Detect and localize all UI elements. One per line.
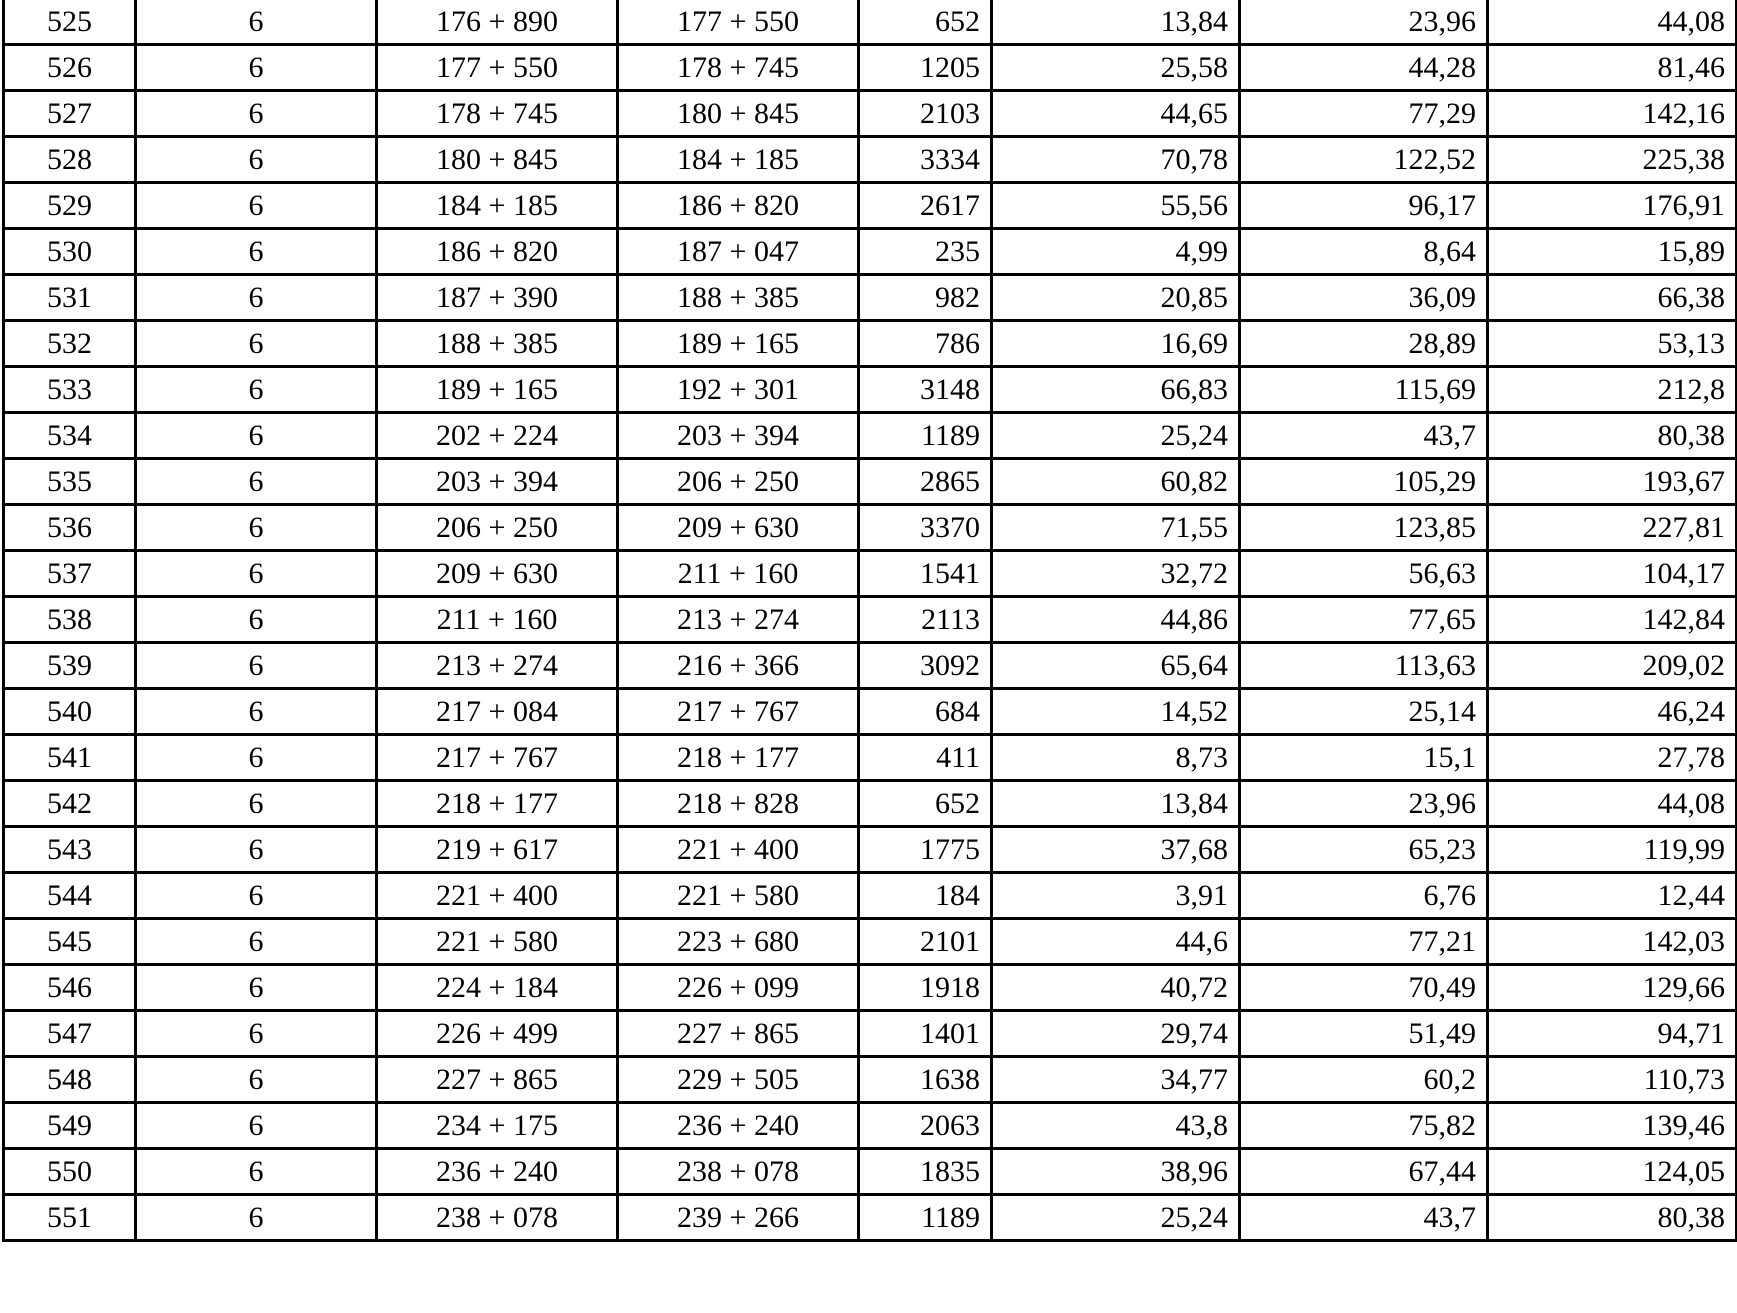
table-row — [4, 827, 1737, 873]
value-1-cell: 13,84 — [992, 0, 1240, 45]
category-cell: 6 — [136, 919, 377, 965]
value-2-cell: 43,7 — [1240, 1195, 1488, 1241]
table-row — [4, 551, 1737, 597]
value-1-cell: 29,74 — [992, 1011, 1240, 1057]
value-1-cell: 65,64 — [992, 643, 1240, 689]
category-cell: 6 — [136, 735, 377, 781]
category-cell: 6 — [136, 873, 377, 919]
length-cell: 1775 — [859, 827, 992, 873]
value-1-cell: 13,84 — [992, 781, 1240, 827]
start-km-cell: 221 + 400 — [377, 873, 618, 919]
value-2-cell: 8,64 — [1240, 229, 1488, 275]
category-cell: 6 — [136, 321, 377, 367]
table-row — [4, 275, 1737, 321]
start-km-cell: 206 + 250 — [377, 505, 618, 551]
category-cell: 6 — [136, 1149, 377, 1195]
length-cell: 1541 — [859, 551, 992, 597]
category-cell: 6 — [136, 597, 377, 643]
end-km-cell: 218 + 177 — [618, 735, 859, 781]
table-row — [4, 965, 1737, 1011]
start-km-cell: 209 + 630 — [377, 551, 618, 597]
value-1-cell: 3,91 — [992, 873, 1240, 919]
length-cell: 1205 — [859, 45, 992, 91]
value-2-cell: 77,29 — [1240, 91, 1488, 137]
value-1-cell: 55,56 — [992, 183, 1240, 229]
end-km-cell: 221 + 400 — [618, 827, 859, 873]
value-3-cell: 104,17 — [1488, 551, 1737, 597]
table-row — [4, 919, 1737, 965]
table-body — [4, 0, 1737, 1241]
length-cell: 1189 — [859, 1195, 992, 1241]
document-page — [2, 0, 1735, 1313]
category-cell: 6 — [136, 781, 377, 827]
category-cell: 6 — [136, 1057, 377, 1103]
length-cell: 652 — [859, 0, 992, 45]
category-cell: 6 — [136, 91, 377, 137]
category-cell: 6 — [136, 229, 377, 275]
row-number-cell: 550 — [4, 1149, 136, 1195]
table-row — [4, 45, 1737, 91]
table-row — [4, 183, 1737, 229]
row-number-cell: 541 — [4, 735, 136, 781]
value-2-cell: 28,89 — [1240, 321, 1488, 367]
end-km-cell: 226 + 099 — [618, 965, 859, 1011]
end-km-cell: 213 + 274 — [618, 597, 859, 643]
value-3-cell: 81,46 — [1488, 45, 1737, 91]
length-cell: 684 — [859, 689, 992, 735]
value-1-cell: 43,8 — [992, 1103, 1240, 1149]
row-number-cell: 525 — [4, 0, 136, 45]
row-number-cell: 543 — [4, 827, 136, 873]
end-km-cell: 227 + 865 — [618, 1011, 859, 1057]
value-3-cell: 124,05 — [1488, 1149, 1737, 1195]
category-cell: 6 — [136, 137, 377, 183]
table-row — [4, 1149, 1737, 1195]
row-number-cell: 539 — [4, 643, 136, 689]
start-km-cell: 202 + 224 — [377, 413, 618, 459]
row-number-cell: 547 — [4, 1011, 136, 1057]
length-cell: 2103 — [859, 91, 992, 137]
value-2-cell: 56,63 — [1240, 551, 1488, 597]
value-3-cell: 225,38 — [1488, 137, 1737, 183]
value-3-cell: 176,91 — [1488, 183, 1737, 229]
start-km-cell: 234 + 175 — [377, 1103, 618, 1149]
length-cell: 1638 — [859, 1057, 992, 1103]
table-row — [4, 1195, 1737, 1241]
row-number-cell: 540 — [4, 689, 136, 735]
value-2-cell: 65,23 — [1240, 827, 1488, 873]
value-3-cell: 44,08 — [1488, 781, 1737, 827]
start-km-cell: 176 + 890 — [377, 0, 618, 45]
value-2-cell: 67,44 — [1240, 1149, 1488, 1195]
end-km-cell: 203 + 394 — [618, 413, 859, 459]
value-3-cell: 110,73 — [1488, 1057, 1737, 1103]
length-cell: 235 — [859, 229, 992, 275]
row-number-cell: 531 — [4, 275, 136, 321]
row-number-cell: 532 — [4, 321, 136, 367]
value-2-cell: 70,49 — [1240, 965, 1488, 1011]
value-2-cell: 43,7 — [1240, 413, 1488, 459]
row-number-cell: 528 — [4, 137, 136, 183]
end-km-cell: 211 + 160 — [618, 551, 859, 597]
start-km-cell: 188 + 385 — [377, 321, 618, 367]
start-km-cell: 218 + 177 — [377, 781, 618, 827]
value-1-cell: 34,77 — [992, 1057, 1240, 1103]
value-1-cell: 25,24 — [992, 413, 1240, 459]
row-number-cell: 526 — [4, 45, 136, 91]
category-cell: 6 — [136, 1011, 377, 1057]
value-1-cell: 70,78 — [992, 137, 1240, 183]
category-cell: 6 — [136, 551, 377, 597]
category-cell: 6 — [136, 689, 377, 735]
value-2-cell: 77,65 — [1240, 597, 1488, 643]
length-cell: 3370 — [859, 505, 992, 551]
length-cell: 1835 — [859, 1149, 992, 1195]
value-2-cell: 115,69 — [1240, 367, 1488, 413]
value-1-cell: 14,52 — [992, 689, 1240, 735]
table-row — [4, 0, 1737, 45]
length-cell: 2101 — [859, 919, 992, 965]
end-km-cell: 217 + 767 — [618, 689, 859, 735]
length-cell: 3092 — [859, 643, 992, 689]
end-km-cell: 229 + 505 — [618, 1057, 859, 1103]
length-cell: 1189 — [859, 413, 992, 459]
value-2-cell: 23,96 — [1240, 781, 1488, 827]
end-km-cell: 189 + 165 — [618, 321, 859, 367]
value-1-cell: 66,83 — [992, 367, 1240, 413]
length-cell: 1401 — [859, 1011, 992, 1057]
value-1-cell: 44,6 — [992, 919, 1240, 965]
value-1-cell: 60,82 — [992, 459, 1240, 505]
value-3-cell: 80,38 — [1488, 1195, 1737, 1241]
value-3-cell: 193,67 — [1488, 459, 1737, 505]
value-2-cell: 36,09 — [1240, 275, 1488, 321]
table-row — [4, 689, 1737, 735]
category-cell: 6 — [136, 1195, 377, 1241]
category-cell: 6 — [136, 367, 377, 413]
value-1-cell: 4,99 — [992, 229, 1240, 275]
end-km-cell: 180 + 845 — [618, 91, 859, 137]
row-number-cell: 530 — [4, 229, 136, 275]
category-cell: 6 — [136, 459, 377, 505]
value-2-cell: 25,14 — [1240, 689, 1488, 735]
length-cell: 2865 — [859, 459, 992, 505]
end-km-cell: 209 + 630 — [618, 505, 859, 551]
category-cell: 6 — [136, 183, 377, 229]
value-3-cell: 94,71 — [1488, 1011, 1737, 1057]
value-2-cell: 15,1 — [1240, 735, 1488, 781]
table-row — [4, 1011, 1737, 1057]
end-km-cell: 239 + 266 — [618, 1195, 859, 1241]
row-number-cell: 551 — [4, 1195, 136, 1241]
value-3-cell: 227,81 — [1488, 505, 1737, 551]
value-1-cell: 16,69 — [992, 321, 1240, 367]
length-cell: 411 — [859, 735, 992, 781]
table-row — [4, 459, 1737, 505]
row-number-cell: 527 — [4, 91, 136, 137]
end-km-cell: 236 + 240 — [618, 1103, 859, 1149]
row-number-cell: 533 — [4, 367, 136, 413]
category-cell: 6 — [136, 0, 377, 45]
start-km-cell: 184 + 185 — [377, 183, 618, 229]
row-number-cell: 534 — [4, 413, 136, 459]
start-km-cell: 203 + 394 — [377, 459, 618, 505]
end-km-cell: 216 + 366 — [618, 643, 859, 689]
row-number-cell: 546 — [4, 965, 136, 1011]
value-3-cell: 139,46 — [1488, 1103, 1737, 1149]
value-2-cell: 60,2 — [1240, 1057, 1488, 1103]
value-1-cell: 25,58 — [992, 45, 1240, 91]
row-number-cell: 549 — [4, 1103, 136, 1149]
length-cell: 1918 — [859, 965, 992, 1011]
length-cell: 786 — [859, 321, 992, 367]
value-2-cell: 123,85 — [1240, 505, 1488, 551]
table-row — [4, 229, 1737, 275]
value-1-cell: 44,86 — [992, 597, 1240, 643]
value-1-cell: 38,96 — [992, 1149, 1240, 1195]
end-km-cell: 177 + 550 — [618, 0, 859, 45]
value-3-cell: 27,78 — [1488, 735, 1737, 781]
start-km-cell: 180 + 845 — [377, 137, 618, 183]
value-1-cell: 71,55 — [992, 505, 1240, 551]
length-cell: 2617 — [859, 183, 992, 229]
start-km-cell: 224 + 184 — [377, 965, 618, 1011]
length-cell: 652 — [859, 781, 992, 827]
category-cell: 6 — [136, 643, 377, 689]
value-3-cell: 46,24 — [1488, 689, 1737, 735]
row-number-cell: 529 — [4, 183, 136, 229]
length-cell: 2063 — [859, 1103, 992, 1149]
end-km-cell: 186 + 820 — [618, 183, 859, 229]
row-number-cell: 542 — [4, 781, 136, 827]
end-km-cell: 192 + 301 — [618, 367, 859, 413]
value-1-cell: 32,72 — [992, 551, 1240, 597]
category-cell: 6 — [136, 505, 377, 551]
end-km-cell: 218 + 828 — [618, 781, 859, 827]
value-1-cell: 40,72 — [992, 965, 1240, 1011]
value-2-cell: 113,63 — [1240, 643, 1488, 689]
value-2-cell: 51,49 — [1240, 1011, 1488, 1057]
category-cell: 6 — [136, 45, 377, 91]
value-3-cell: 209,02 — [1488, 643, 1737, 689]
table-row — [4, 873, 1737, 919]
table-row — [4, 367, 1737, 413]
value-3-cell: 212,8 — [1488, 367, 1737, 413]
value-2-cell: 77,21 — [1240, 919, 1488, 965]
end-km-cell: 206 + 250 — [618, 459, 859, 505]
category-cell: 6 — [136, 965, 377, 1011]
length-cell: 3148 — [859, 367, 992, 413]
table-row — [4, 505, 1737, 551]
value-1-cell: 37,68 — [992, 827, 1240, 873]
start-km-cell: 186 + 820 — [377, 229, 618, 275]
table-row — [4, 1057, 1737, 1103]
category-cell: 6 — [136, 827, 377, 873]
start-km-cell: 236 + 240 — [377, 1149, 618, 1195]
start-km-cell: 213 + 274 — [377, 643, 618, 689]
start-km-cell: 226 + 499 — [377, 1011, 618, 1057]
value-3-cell: 142,84 — [1488, 597, 1737, 643]
start-km-cell: 177 + 550 — [377, 45, 618, 91]
table-row — [4, 597, 1737, 643]
category-cell: 6 — [136, 413, 377, 459]
length-cell: 2113 — [859, 597, 992, 643]
table-row — [4, 137, 1737, 183]
row-number-cell: 535 — [4, 459, 136, 505]
end-km-cell: 221 + 580 — [618, 873, 859, 919]
data-table — [2, 0, 1737, 1242]
length-cell: 3334 — [859, 137, 992, 183]
value-1-cell: 20,85 — [992, 275, 1240, 321]
value-2-cell: 75,82 — [1240, 1103, 1488, 1149]
start-km-cell: 187 + 390 — [377, 275, 618, 321]
table-row — [4, 91, 1737, 137]
value-3-cell: 142,03 — [1488, 919, 1737, 965]
start-km-cell: 178 + 745 — [377, 91, 618, 137]
end-km-cell: 184 + 185 — [618, 137, 859, 183]
start-km-cell: 238 + 078 — [377, 1195, 618, 1241]
start-km-cell: 227 + 865 — [377, 1057, 618, 1103]
row-number-cell: 544 — [4, 873, 136, 919]
table-row — [4, 413, 1737, 459]
end-km-cell: 223 + 680 — [618, 919, 859, 965]
value-1-cell: 8,73 — [992, 735, 1240, 781]
end-km-cell: 188 + 385 — [618, 275, 859, 321]
end-km-cell: 187 + 047 — [618, 229, 859, 275]
value-2-cell: 6,76 — [1240, 873, 1488, 919]
value-3-cell: 119,99 — [1488, 827, 1737, 873]
start-km-cell: 217 + 767 — [377, 735, 618, 781]
value-1-cell: 25,24 — [992, 1195, 1240, 1241]
start-km-cell: 189 + 165 — [377, 367, 618, 413]
category-cell: 6 — [136, 275, 377, 321]
value-2-cell: 105,29 — [1240, 459, 1488, 505]
value-1-cell: 44,65 — [992, 91, 1240, 137]
end-km-cell: 178 + 745 — [618, 45, 859, 91]
length-cell: 184 — [859, 873, 992, 919]
row-number-cell: 548 — [4, 1057, 136, 1103]
length-cell: 982 — [859, 275, 992, 321]
value-3-cell: 12,44 — [1488, 873, 1737, 919]
table-row — [4, 321, 1737, 367]
table-row — [4, 781, 1737, 827]
value-3-cell: 44,08 — [1488, 0, 1737, 45]
value-2-cell: 23,96 — [1240, 0, 1488, 45]
row-number-cell: 537 — [4, 551, 136, 597]
value-3-cell: 142,16 — [1488, 91, 1737, 137]
start-km-cell: 211 + 160 — [377, 597, 618, 643]
table-row — [4, 643, 1737, 689]
value-3-cell: 80,38 — [1488, 413, 1737, 459]
table-row — [4, 735, 1737, 781]
row-number-cell: 536 — [4, 505, 136, 551]
value-3-cell: 15,89 — [1488, 229, 1737, 275]
value-3-cell: 129,66 — [1488, 965, 1737, 1011]
end-km-cell: 238 + 078 — [618, 1149, 859, 1195]
category-cell: 6 — [136, 1103, 377, 1149]
start-km-cell: 217 + 084 — [377, 689, 618, 735]
start-km-cell: 219 + 617 — [377, 827, 618, 873]
row-number-cell: 545 — [4, 919, 136, 965]
start-km-cell: 221 + 580 — [377, 919, 618, 965]
value-2-cell: 96,17 — [1240, 183, 1488, 229]
row-number-cell: 538 — [4, 597, 136, 643]
value-2-cell: 44,28 — [1240, 45, 1488, 91]
value-3-cell: 53,13 — [1488, 321, 1737, 367]
value-2-cell: 122,52 — [1240, 137, 1488, 183]
value-3-cell: 66,38 — [1488, 275, 1737, 321]
table-row — [4, 1103, 1737, 1149]
